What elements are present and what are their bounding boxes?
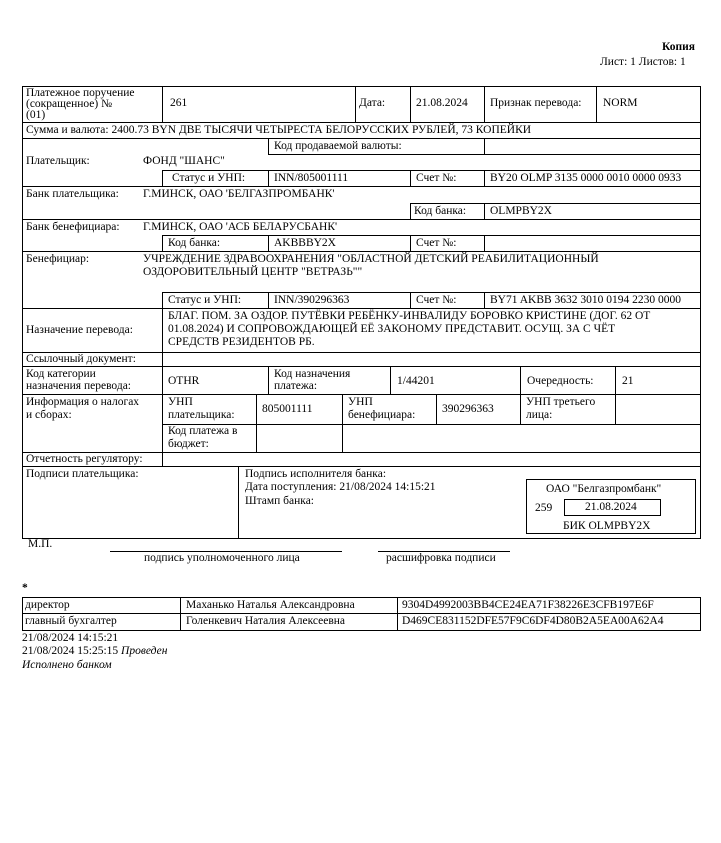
bank-signature-label: Подпись исполнителя банка:	[245, 468, 387, 480]
category-code: OTHR	[168, 375, 200, 387]
purpose-label: Назначение перевода:	[26, 324, 133, 336]
beneficiary-bank-code: AKBBBY2X	[274, 237, 336, 249]
budget-code-label-line1: Код платежа в	[168, 425, 238, 437]
beneficiary-status-unp: INN/390296363	[274, 294, 350, 306]
third-party-unp-label-line2: лица:	[526, 409, 553, 421]
order-date: 21.08.2024	[416, 97, 468, 109]
payer-bank-code-label: Код банка:	[414, 205, 467, 217]
stamp-date: 21.08.2024	[585, 501, 637, 513]
payer-bank-code: OLMPBY2X	[490, 205, 552, 217]
beneficiary-bank-label: Банк бенефициара:	[26, 221, 120, 233]
received-date-label: Дата поступления: 21/08/2024 14:15:21	[245, 481, 436, 493]
signer-name: Голенкевич Наталия Алексеевна	[186, 615, 346, 627]
beneficiary-name-line1: УЧРЕЖДЕНИЕ ЗДРАВООХРАНЕНИЯ "ОБЛАСТНОЙ ДЕТСКИЙ РЕАБИЛИТАЦИОННЫЙ	[143, 253, 599, 265]
payer-account-label: Счет №:	[416, 172, 457, 184]
beneficiary-account-label: Счет №:	[416, 294, 457, 306]
footer-timestamp2-row	[22, 645, 167, 658]
beneficiary-label: Бенефициар:	[26, 253, 90, 265]
order-title-line2: (сокращенное) №	[26, 98, 113, 110]
amount-line: Сумма и валюта: 2400.73 BYN ДВЕ ТЫСЯЧИ ЧЕТЫРЕСТА БЕЛОРУССКИХ РУБЛЕЙ, 73 КОПЕЙКИ	[26, 124, 532, 136]
stamp-date-box	[564, 499, 661, 516]
signature-decode-label: расшифровка подписи	[386, 552, 496, 564]
stamp-number: 259	[535, 502, 553, 514]
date-label: Дата:	[359, 97, 386, 109]
order-number: 261	[170, 97, 188, 109]
signer-role: директор	[25, 599, 70, 611]
payer-bank-label: Банк плательщика:	[26, 188, 119, 200]
transfer-sign: NORM	[603, 97, 638, 109]
sold-currency-label: Код продаваемой валюты:	[274, 140, 402, 152]
authorized-signature-label: подпись уполномоченного лица	[144, 552, 300, 564]
copy-label: Копия	[662, 41, 695, 53]
beneficiary-unp-label-line2: бенефициара:	[348, 409, 416, 421]
sheet-info: Лист: 1 Листов: 1	[600, 56, 686, 68]
tax-label-line1: Информация о налогах	[26, 396, 140, 408]
status-executed: Исполнено банком	[22, 659, 112, 671]
budget-code-label-line2: бюджет:	[168, 438, 209, 450]
beneficiary-name-line2: ОЗДОРОВИТЕЛЬНЫЙ ЦЕНТР "ВЕТРАЗЬ""	[143, 266, 363, 278]
purpose-line2: 01.08.2024) И СОПРОВОЖДАЮЩЕЙ ЕЁ ЗАКОНОМУ ПРЕДСТАВИТ. ОСУЩ. ЗА С ЧЁТ	[168, 323, 616, 335]
payer-bank-name: Г.МИНСК, ОАО 'БЕЛГАЗПРОМБАНК'	[143, 188, 335, 200]
category-label-line1: Код категории	[26, 368, 96, 380]
beneficiary-unp-label-line1: УНП	[348, 396, 373, 408]
order-title-line3: (01)	[26, 109, 46, 121]
bank-stamp	[526, 479, 696, 534]
payer-unp-label-line1: УНП	[168, 396, 193, 408]
payment-code-label-line1: Код назначения	[274, 368, 351, 380]
mp-label: М.П.	[28, 538, 53, 550]
tax-beneficiary-unp: 390296363	[442, 403, 494, 415]
stamp-bank-name: ОАО "Белгазпромбанк"	[546, 483, 662, 495]
payer-status-unp-label: Статус и УНП:	[172, 172, 246, 184]
stamp-bik: БИК OLMPBY2X	[563, 520, 651, 532]
payer-status-unp: INN/805001111	[274, 172, 349, 184]
status-processed: Проведен	[121, 645, 168, 657]
tax-payer-unp: 805001111	[262, 403, 313, 415]
signers-marker: *	[22, 582, 28, 594]
priority-label: Очередность:	[527, 375, 594, 387]
payment-code-label-line2: платежа:	[274, 380, 318, 392]
purpose-line1: БЛАГ. ПОМ. ЗА ОЗДОР. ПУТЁВКИ РЕБЁНКУ-ИНВАЛИДУ БОРОВКО КРИСТИНЕ (ДОГ. 62 ОТ	[168, 310, 651, 322]
signer-role: главный бухгалтер	[25, 615, 117, 627]
category-label-line2: назначения перевода:	[26, 380, 131, 392]
signer-hash: 9304D4992003BB4CE24EA71F38226E3CFB197E6F	[402, 599, 654, 611]
payer-name: ФОНД "ШАНС"	[143, 155, 225, 167]
beneficiary-bank-name: Г.МИНСК, ОАО 'АСБ БЕЛАРУСБАНК'	[143, 221, 338, 233]
signer-hash: D469CE831152DFE57F9C6DF4D80B2A5EA00A62A4	[402, 615, 664, 627]
payer-account: BY20 OLMP 3135 0000 0010 0000 0933	[490, 172, 682, 184]
beneficiary-bank-code-label: Код банка:	[168, 237, 221, 249]
order-title-line1: Платежное поручение	[26, 87, 135, 99]
payer-signatures-label: Подписи плательщика:	[26, 468, 139, 480]
tax-label-line2: и сборах:	[26, 409, 72, 421]
beneficiary-account: BY71 AKBB 3632 3010 0194 2230 0000	[490, 294, 682, 306]
priority: 21	[622, 375, 634, 387]
transfer-sign-label: Признак перевода:	[490, 97, 582, 109]
purpose-line3: СРЕДСТВ РЕЗИДЕНТОВ РБ.	[168, 336, 315, 348]
beneficiary-bank-account-label: Счет №:	[416, 237, 457, 249]
third-party-unp-label-line1: УНП третьего	[526, 396, 596, 408]
regulator-label: Отчетность регулятору:	[26, 453, 143, 465]
signer-name: Маханько Наталья Александровна	[186, 599, 355, 611]
bank-stamp-label: Штамп банка:	[245, 495, 314, 507]
payer-unp-label-line2: плательщика:	[168, 409, 235, 421]
payment-code: 1/44201	[397, 375, 435, 387]
payer-label: Плательщик:	[26, 155, 90, 167]
footer-timestamp1: 21/08/2024 14:15:21	[22, 632, 119, 644]
reference-doc-label: Ссылочный документ:	[26, 353, 136, 365]
footer-timestamp2: 21/08/2024 15:25:15	[22, 645, 119, 657]
beneficiary-status-unp-label: Статус и УНП:	[168, 294, 242, 306]
